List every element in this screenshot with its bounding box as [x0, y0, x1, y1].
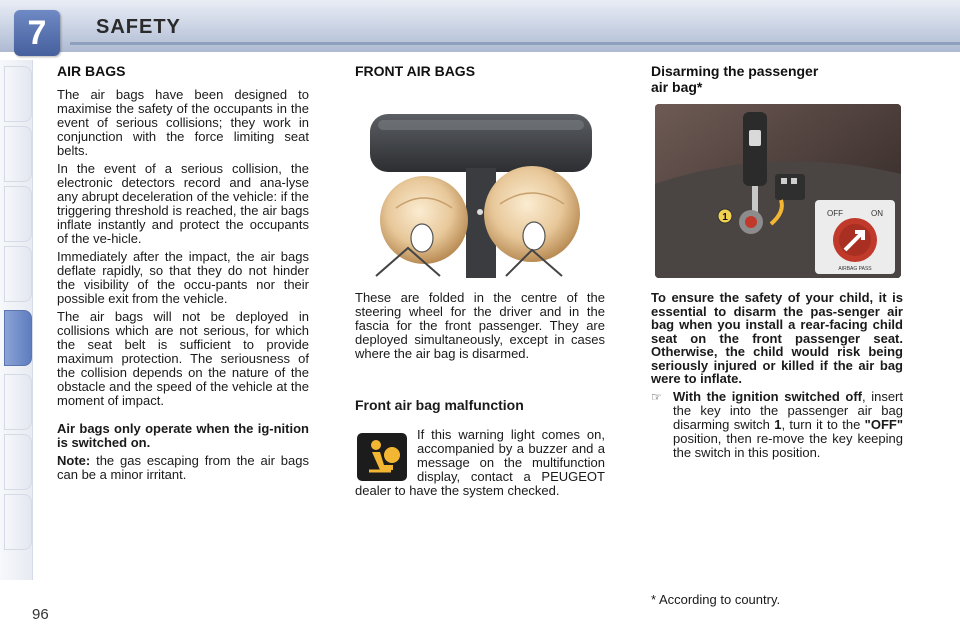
pointing-hand-icon: ☞	[651, 389, 662, 404]
footnote: * According to country.	[651, 592, 781, 607]
side-tab-1[interactable]	[4, 66, 32, 122]
disarming-heading	[651, 63, 901, 95]
disarming-description	[651, 291, 903, 460]
disarming-heading-line2: air bag*	[651, 79, 703, 95]
ignition-off-phrase: With the ignition switched off	[673, 388, 863, 404]
ignition-warning: Air bags only operate when the ig-nition is switched on.	[57, 421, 309, 450]
off-position: "OFF"	[864, 416, 903, 432]
off-label: OFF	[827, 209, 843, 218]
side-tab-2[interactable]	[4, 126, 32, 182]
front-air-bags-description	[355, 291, 605, 365]
front-airbags-illustration	[356, 108, 604, 278]
switch-number: 1	[774, 416, 782, 432]
side-tab-6[interactable]	[4, 374, 32, 430]
malfunction-heading: Front air bag malfunction	[355, 397, 524, 413]
side-tab-3[interactable]	[4, 186, 32, 242]
side-tab-safety[interactable]	[4, 310, 32, 366]
on-label: ON	[871, 209, 883, 218]
airbag-warning-icon	[357, 433, 407, 481]
panel-caption: AIRBAG PASS	[838, 266, 872, 272]
air-bags-section	[57, 64, 309, 486]
air-bags-heading: AIR BAGS	[57, 63, 126, 79]
chapter-title: SAFETY	[96, 16, 181, 38]
instruction-part-1: , insert the key into the passenger air bag disarming switch	[673, 388, 903, 432]
chapter-number-badge: 7	[14, 10, 60, 56]
disarming-heading-line1: Disarming the passenger	[651, 63, 819, 79]
front-airbags-drawing	[356, 108, 604, 278]
air-bags-paragraph: In the event of a serious collision, the electronic detectors record and ana-lyse any abrupt deceleration of the vehicle: if the triggering threshold is reached, the air bags inflate instantly and protect the occupants of the ve-hicle.	[57, 161, 309, 246]
side-tab-4[interactable]	[4, 246, 32, 302]
note-label: Note:	[57, 453, 91, 468]
front-air-bags-title-block	[355, 64, 605, 88]
disarming-switch-drawing	[655, 104, 901, 278]
malfunction-text: If this warning light comes on, accompanied by a buzzer and a message on the multifunction display, contact a PEUGEOT dealer to have the system checked.	[355, 427, 605, 498]
side-navigation-tabs	[0, 60, 33, 580]
note-paragraph	[57, 454, 309, 482]
air-bags-paragraph: The air bags will not be deployed in collisions which are not serious, for which the seat belt is sufficient to provide maximum protection. The seriousness of the collision depends on the nature of the obstacle and the speed of the vehicle at the moment of impact.	[57, 309, 309, 408]
instruction-part-3: position, then re-move the key keeping the switch in this position.	[673, 430, 903, 460]
air-bags-paragraph: Immediately after the impact, the air bags deflate rapidly, so that they do not hinder the visibility of the occu-pants nor their possible exit from the vehicle.	[57, 249, 309, 306]
instruction-part-2: , turn it to the	[781, 416, 865, 432]
header-divider	[70, 42, 960, 45]
front-air-bags-text: These are folded in the centre of the steering wheel for the driver and in the fascia for the front passenger. They are deployed simultaneously, except in cases where the air bag is disarmed.	[355, 290, 605, 361]
disarming-instruction	[651, 390, 903, 460]
disarming-title-block	[651, 63, 901, 105]
child-safety-warning: To ensure the safety of your child, it is essential to disarm the pas-senger air bag when you install a rear-facing child seat on the front passenger seat. Otherwise, the child would risk being seriously injured or killed if the air bag were to inflate.	[651, 290, 903, 386]
side-tab-8[interactable]	[4, 494, 32, 550]
air-bags-paragraph: The air bags have been designed to maximise the safety of the occupants in the event of serious collisions; they work in conjunction with the force limiting seat belts.	[57, 87, 309, 158]
disarming-switch-illustration	[655, 104, 901, 278]
page-number: 96	[32, 606, 49, 623]
side-tab-7[interactable]	[4, 434, 32, 490]
airbag-warning-glyph	[357, 433, 407, 481]
note-text: the gas escaping from the air bags can be a minor irritant.	[57, 453, 309, 482]
disarming-instruction-text	[673, 390, 903, 460]
front-air-bags-heading: FRONT AIR BAGS	[355, 63, 476, 79]
switch-number-label: 1	[722, 212, 728, 223]
